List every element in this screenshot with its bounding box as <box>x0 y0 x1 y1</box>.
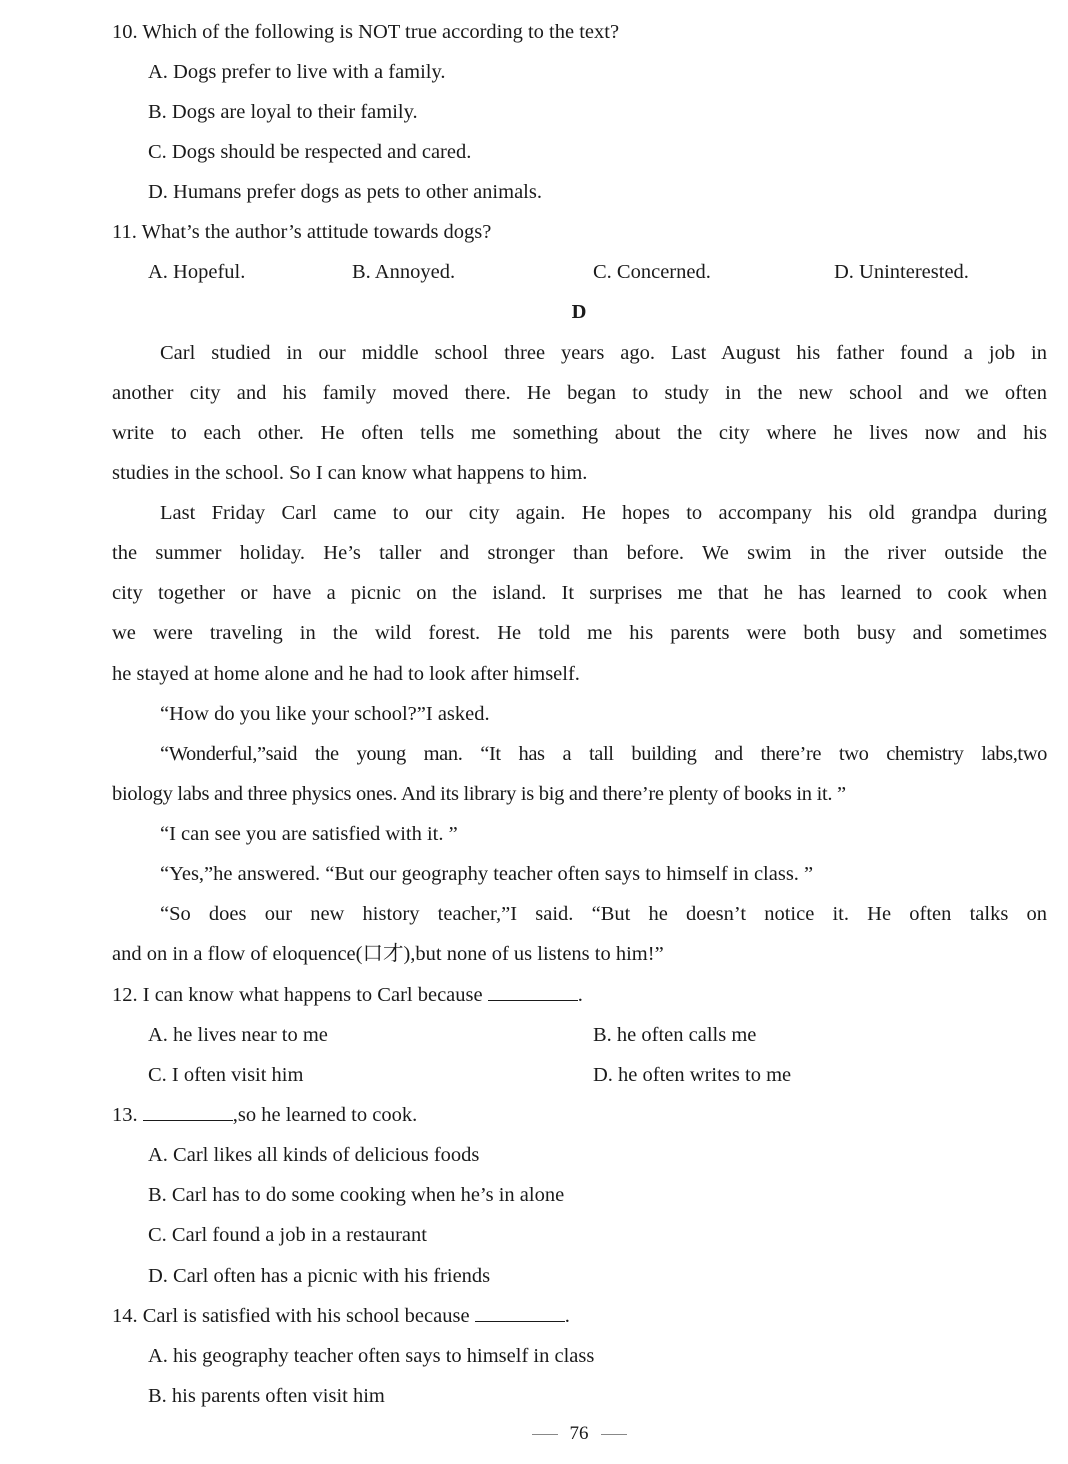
q11-option-a: A. Hopeful. <box>148 261 246 283</box>
passage-line: studies in the school. So I can know what happens to him. <box>112 462 588 484</box>
answer-blank <box>475 1303 565 1322</box>
passage-line: “How do you like your school?”I asked. <box>160 703 490 725</box>
footer-dash-left <box>532 1434 558 1435</box>
q12-option-c: C. I often visit him <box>148 1064 304 1086</box>
passage-line: write to each other. He often tells me something about the city where he lives now and his <box>112 422 1047 444</box>
passage-line: another city and his family moved there. He began to study in the new school and we often <box>112 382 1047 404</box>
q13-stem-line <box>112 1101 417 1129</box>
passage-line: Carl studied in our middle school three years ago. Last August his father found a job in <box>160 342 1047 364</box>
passage-line: and on in a flow of eloquence(口才),but none of us listens to him!” <box>112 943 664 965</box>
footer-dash-right <box>601 1434 627 1435</box>
passage-line: “Wonderful,”said the young man. “It has a tall building and there’re two chemistry labs,two <box>160 743 1047 765</box>
q10-option-b: B. Dogs are loyal to their family. <box>148 101 418 123</box>
passage-line: “Yes,”he answered. “But our geography teacher often says to himself in class. ” <box>160 863 814 885</box>
q12-option-d: D. he often writes to me <box>593 1064 792 1086</box>
q13-number: 13. <box>112 1104 138 1126</box>
q10-option-a: A. Dogs prefer to live with a family. <box>148 61 446 83</box>
q14-stem-line <box>112 1302 570 1330</box>
q12-stem-end: . <box>577 984 583 1006</box>
page-number: 76 <box>569 1423 589 1444</box>
q14-option-a: A. his geography teacher often says to himself in class <box>148 1345 595 1367</box>
q12-stem: 12. I can know what happens to Carl because <box>112 984 483 1006</box>
q14-stem-end: . <box>564 1305 570 1327</box>
q11-option-b: B. Annoyed. <box>352 261 456 283</box>
q11-option-c: C. Concerned. <box>593 261 711 283</box>
q13-option-b: B. Carl has to do some cooking when he’s in alone <box>148 1184 565 1206</box>
passage-line: Last Friday Carl came to our city again. He hopes to accompany his old grandpa during <box>160 502 1047 524</box>
answer-blank <box>488 982 578 1001</box>
q10-option-d: D. Humans prefer dogs as pets to other animals. <box>148 181 542 203</box>
passage-line: he stayed at home alone and he had to look after himself. <box>112 663 580 685</box>
answer-blank <box>143 1102 233 1121</box>
q12-option-b: B. he often calls me <box>593 1024 757 1046</box>
passage-line: we were traveling in the wild forest. He told me his parents were both busy and sometimes <box>112 622 1047 644</box>
q12-option-a: A. he lives near to me <box>148 1024 328 1046</box>
q14-stem: 14. Carl is satisfied with his school because <box>112 1305 470 1327</box>
q10-option-c: C. Dogs should be respected and cared. <box>148 141 472 163</box>
section-heading: D <box>571 301 587 323</box>
q12-stem-line <box>112 981 583 1009</box>
q13-option-a: A. Carl likes all kinds of delicious foods <box>148 1144 480 1166</box>
passage-line: “I can see you are satisfied with it. ” <box>160 823 458 845</box>
page-footer <box>0 1420 1068 1448</box>
q13-option-d: D. Carl often has a picnic with his friends <box>148 1265 491 1287</box>
q13-option-c: C. Carl found a job in a restaurant <box>148 1224 427 1246</box>
q11-stem: 11. What’s the author’s attitude towards dogs? <box>112 221 492 243</box>
q10-stem: 10. Which of the following is NOT true according to the text? <box>112 21 620 43</box>
q11-option-d: D. Uninterested. <box>834 261 969 283</box>
passage-line: the summer holiday. He’s taller and stronger than before. We swim in the river outside the <box>112 542 1047 564</box>
passage-line: “So does our new history teacher,”I said. “But he doesn’t notice it. He often talks on <box>160 903 1047 925</box>
q13-stem: ,so he learned to cook. <box>232 1104 418 1126</box>
passage-line: biology labs and three physics ones. And its library is big and there’re plenty of books in it. ” <box>112 783 846 805</box>
q14-option-b: B. his parents often visit him <box>148 1385 385 1407</box>
passage-line: city together or have a picnic on the island. It surprises me that he has learned to cook when <box>112 582 1047 604</box>
